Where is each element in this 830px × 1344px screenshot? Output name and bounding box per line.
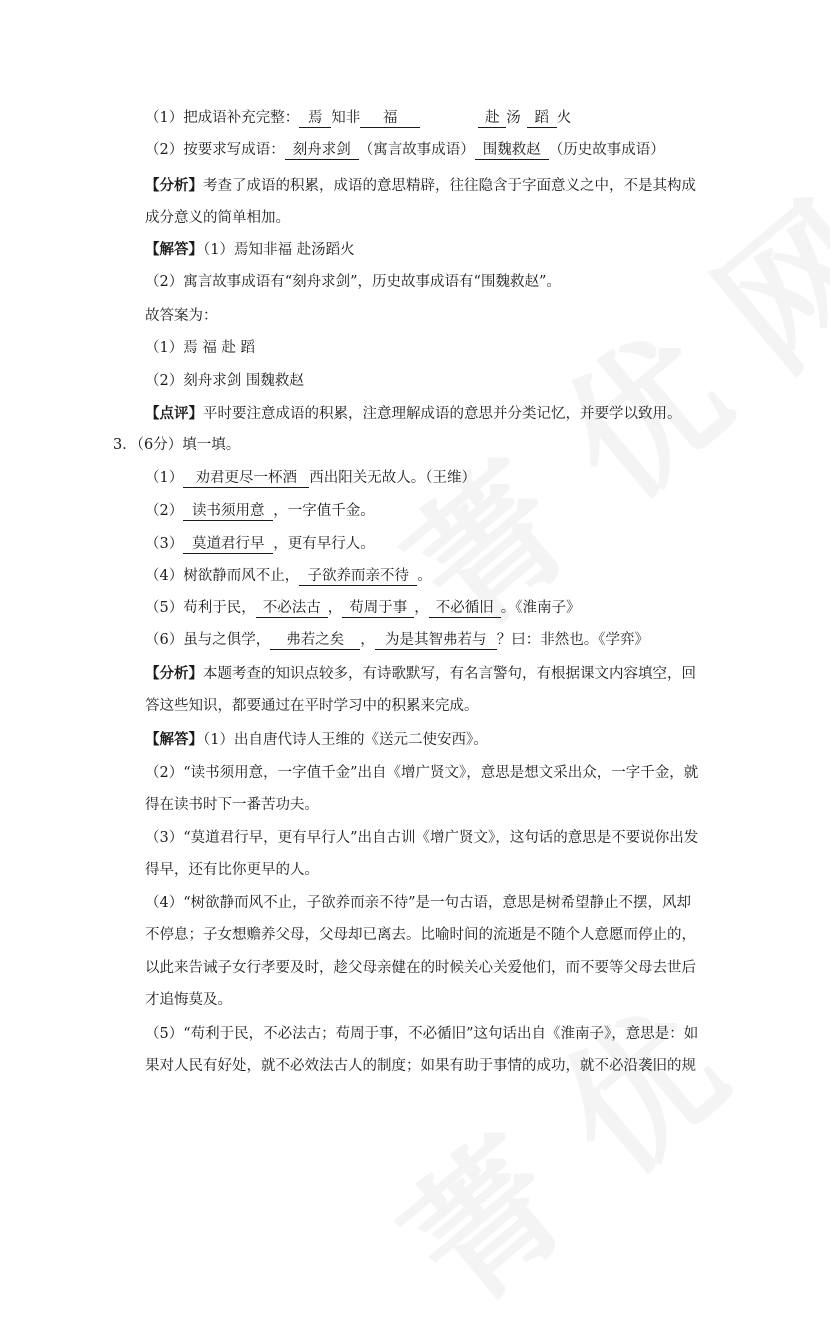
q2-comment: 【点评】平时要注意成语的积累，注意理解成语的意思并分类记忆，并要学以致用。 bbox=[145, 405, 682, 422]
watermark bbox=[352, 952, 761, 1344]
q3-answer-3: （3）“莫道君行早，更有早行人”出自古训《增广贤文》，这句话的意思是不要说你出发 bbox=[145, 830, 699, 846]
q3-answer-4-cont: 才追悔莫及。 bbox=[145, 992, 232, 1008]
q3-line-6: （6）虽与之俱学， 弗若之矣 ， 为是其智弗若与 ？曰：非然也。《学弈》 bbox=[145, 632, 649, 648]
q3-line-3: （3） 莫道君行早 ，更有早行人。 bbox=[145, 536, 375, 552]
q2-fill-line-2: （2）按要求写成语： 刻舟求剑 （寓言故事成语） 围魏救赵 （历史故事成语） bbox=[145, 142, 665, 158]
answer-blank: 劝君更尽一杯酒 bbox=[183, 470, 309, 488]
q3-line-1: （1） 劝君更尽一杯酒 西出阳关无故人。（王维） bbox=[145, 470, 476, 486]
q2-final-2: （2）刻舟求剑 围魏救赵 bbox=[145, 373, 304, 389]
q3-answer-3-cont: 得早，还有比你更早的人。 bbox=[145, 862, 319, 878]
answer-blank: 为是其智弗若与 bbox=[375, 632, 497, 650]
answer-blank: 蹈 bbox=[527, 110, 557, 128]
q3-line-2: （2） 读书须用意 ，一字值千金。 bbox=[145, 503, 375, 519]
answer-blank: 围魏救赵 bbox=[475, 142, 549, 160]
answer-blank: 不必法古 bbox=[256, 600, 328, 618]
q3-answer-2: （2）“读书须用意，一字值千金”出自《增广贤文》，意思是想文采出众，一字千金，就 bbox=[145, 765, 699, 781]
q3-line-4: （4）树欲静而风不止， 子欲养而亲不待 。 bbox=[145, 568, 432, 584]
q2-fill-line-1: （1）把成语补充完整： 焉 知非 福 赴 汤 蹈 火 bbox=[145, 110, 572, 126]
answer-blank: 苟周于事 bbox=[342, 600, 414, 618]
answer-blank: 赴 bbox=[478, 110, 506, 128]
q3-answer-4-cont: 不停息；子女想赡养父母，父母却已离去。比喻时间的流逝是不随个人意愿而停止的， bbox=[145, 927, 696, 943]
answer-blank: 弗若之矣 bbox=[270, 632, 360, 650]
answer-blank: 刻舟求剑 bbox=[285, 142, 359, 160]
q3-answer-5-cont: 果对人民有好处，就不必效法古人的制度；如果有助于事情的成功，就不必沿袭旧的规 bbox=[145, 1058, 696, 1074]
q2-answer: 【解答】（1）焉知非福 赴汤蹈火 bbox=[145, 241, 355, 258]
q3-analysis-cont: 答这些知识，都要通过在平时学习中的积累来完成。 bbox=[145, 698, 479, 714]
q2-analysis-cont: 成分意义的简单相加。 bbox=[145, 210, 290, 226]
q2-answer-2: （2）寓言故事成语有“刻舟求剑”，历史故事成语有“围魏救赵”。 bbox=[145, 274, 561, 290]
answer-blank: 莫道君行早 bbox=[183, 536, 273, 554]
q3-line-5: （5）苟利于民， 不必法古 ， 苟周于事 ， 不必循旧 。《淮南子》 bbox=[145, 600, 581, 616]
q2-analysis: 【分析】考查了成语的积累，成语的意思精辟，往往隐含于字面意义之中，不是其构成 bbox=[145, 177, 696, 194]
answer-blank: 福 bbox=[360, 110, 420, 128]
answer-blank: 焉 bbox=[299, 110, 331, 128]
answer-blank: 读书须用意 bbox=[183, 503, 273, 521]
q3-title: 3．（6分）填一填。 bbox=[113, 437, 241, 453]
q3-answer-4: （4）“树欲静而风不止，子欲养而亲不待”是一句古语，意思是树希望静止不摆，风却 bbox=[145, 895, 692, 911]
q3-answer: 【解答】（1）出自唐代诗人王维的《送元二使安西》。 bbox=[145, 731, 488, 748]
answer-blank: 不必循旧 bbox=[429, 600, 501, 618]
q3-answer-2-cont: 得在读书时下一番苦功夫。 bbox=[145, 797, 319, 813]
q3-answer-5: （5）“苟利于民，不必法古；苟周于事，不必循旧”这句话出自《淮南子》，意思是：如 bbox=[145, 1026, 699, 1042]
q3-analysis: 【分析】本题考查的知识点较多，有诗歌默写，有名言警句，有根据课文内容填空，回 bbox=[145, 665, 696, 682]
q2-final-1: （1）焉 福 赴 蹈 bbox=[145, 340, 256, 356]
answer-blank: 子欲养而亲不待 bbox=[299, 568, 417, 586]
q3-answer-4-cont: 以此来告诫子女行孝要及时，趁父母亲健在的时候关心关爱他们，而不要等父母去世后 bbox=[145, 960, 696, 976]
q2-final-intro: 故答案为： bbox=[145, 308, 218, 324]
